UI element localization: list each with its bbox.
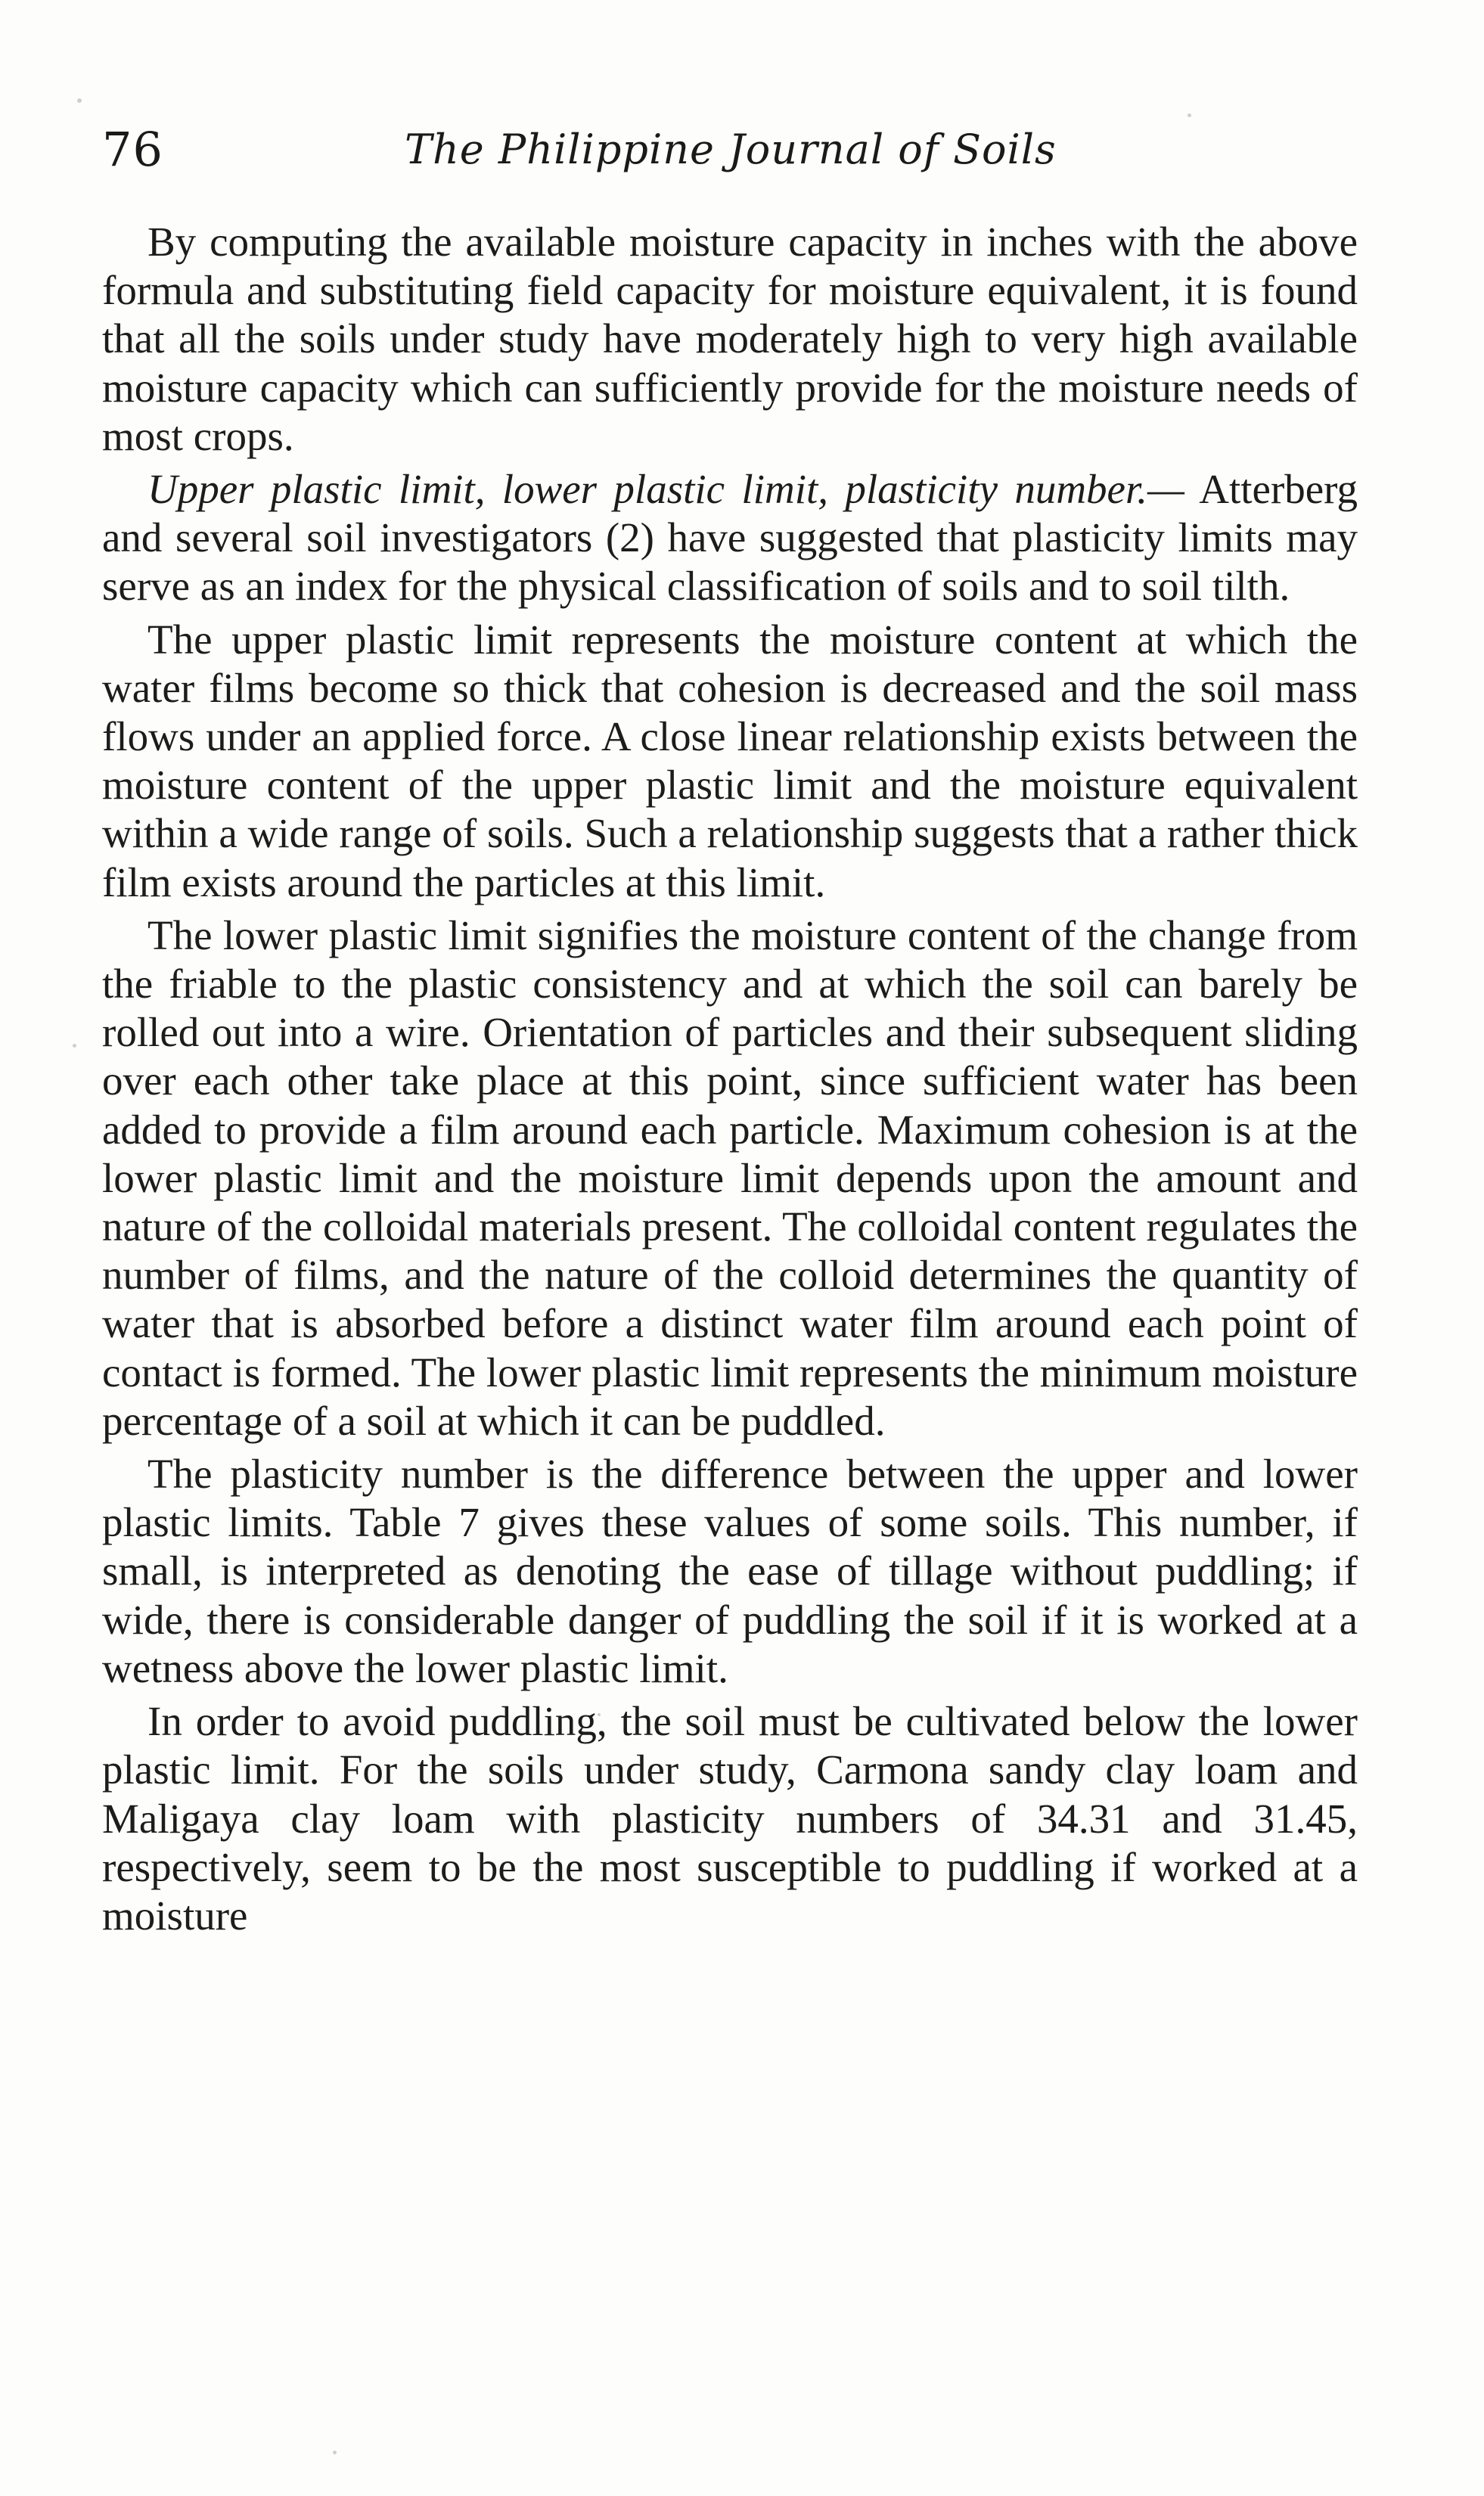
page-number: 76: [102, 122, 163, 177]
paper-speck: [77, 98, 82, 103]
section-heading: Upper plastic limit, lower plastic limit, plasticity number.—: [147, 466, 1184, 513]
running-header: [102, 120, 1358, 188]
paragraph-avoid-puddling: [102, 1697, 1358, 1940]
paragraph-lower-plastic-limit: [102, 911, 1358, 1445]
paragraph-upper-plastic-limit: [102, 616, 1358, 907]
journal-title: The Philippine Journal of Soils: [405, 126, 1057, 173]
paragraph-text: In order to avoid puddling, the soil must be cultivated below the lower plastic limit. For the soils under study, Carmona sandy clay loam and Maligaya clay loam with plasticity numbers of 34.31 and 31.45, respectively, seem to be the most susceptible to puddling if worked at a moisture: [102, 1698, 1358, 1939]
paragraph-text: Atterberg and several soil investigators (2) have suggested that plasticity limits may serve as an index for the physical classification of soils and to soil tilth.: [102, 466, 1358, 610]
paragraph-text: The upper plastic limit represents the moisture content at which the water films become so thick that cohesion is decreased and the soil mass flows under an applied force. A close linear relationship exists between the moisture content of the upper plastic limit and the moisture equivalent within a wide range of soils. Such a relationship suggests that a rather thick film exists around the particles at this limit.: [102, 616, 1358, 905]
paper-speck: [73, 1044, 76, 1048]
paragraph-text: The plasticity number is the difference between the upper and lower plastic limits. Table 7 gives these values of some soils. This number, if small, is interpreted as denoting the ease of tillage without puddling; if wide, there is considerable danger of puddling the soil if it is worked at a wetness above the lower plastic limit.: [102, 1451, 1358, 1691]
paper-speck: [333, 2451, 337, 2454]
paragraph-plasticity-number: [102, 1450, 1358, 1693]
paragraph-text: The lower plastic limit signifies the moisture content of the change from the friable to the plastic consistency and at which the soil can barely be rolled out into a wire. Orientation of particles and their subsequent sliding over each other take place at this point, since sufficient water has been added to provide a film around each particle. Maximum cohesion is at the lower plastic limit and the moisture limit depends upon the amount and nature of the colloidal materials present. The colloidal content regulates the number of films, and the nature of the colloid determines the quantity of water that is absorbed before a distinct water film around each point of contact is formed. The lower plastic limit represents the minimum moisture percentage of a soil at which it can be puddled.: [102, 911, 1358, 1444]
paragraph-text: By computing the available moisture capacity in inches with the above formula and substituting field capacity for moisture equivalent, it is found that all the soils under study have moderately high to very high available moisture capacity which can sufficiently provide for the moisture needs of most crops.: [102, 219, 1358, 459]
article-body: [102, 218, 1358, 1940]
paragraph-plasticity-intro: [102, 465, 1358, 611]
paragraph-available-moisture: [102, 218, 1358, 461]
paper-speck: [1188, 113, 1191, 117]
